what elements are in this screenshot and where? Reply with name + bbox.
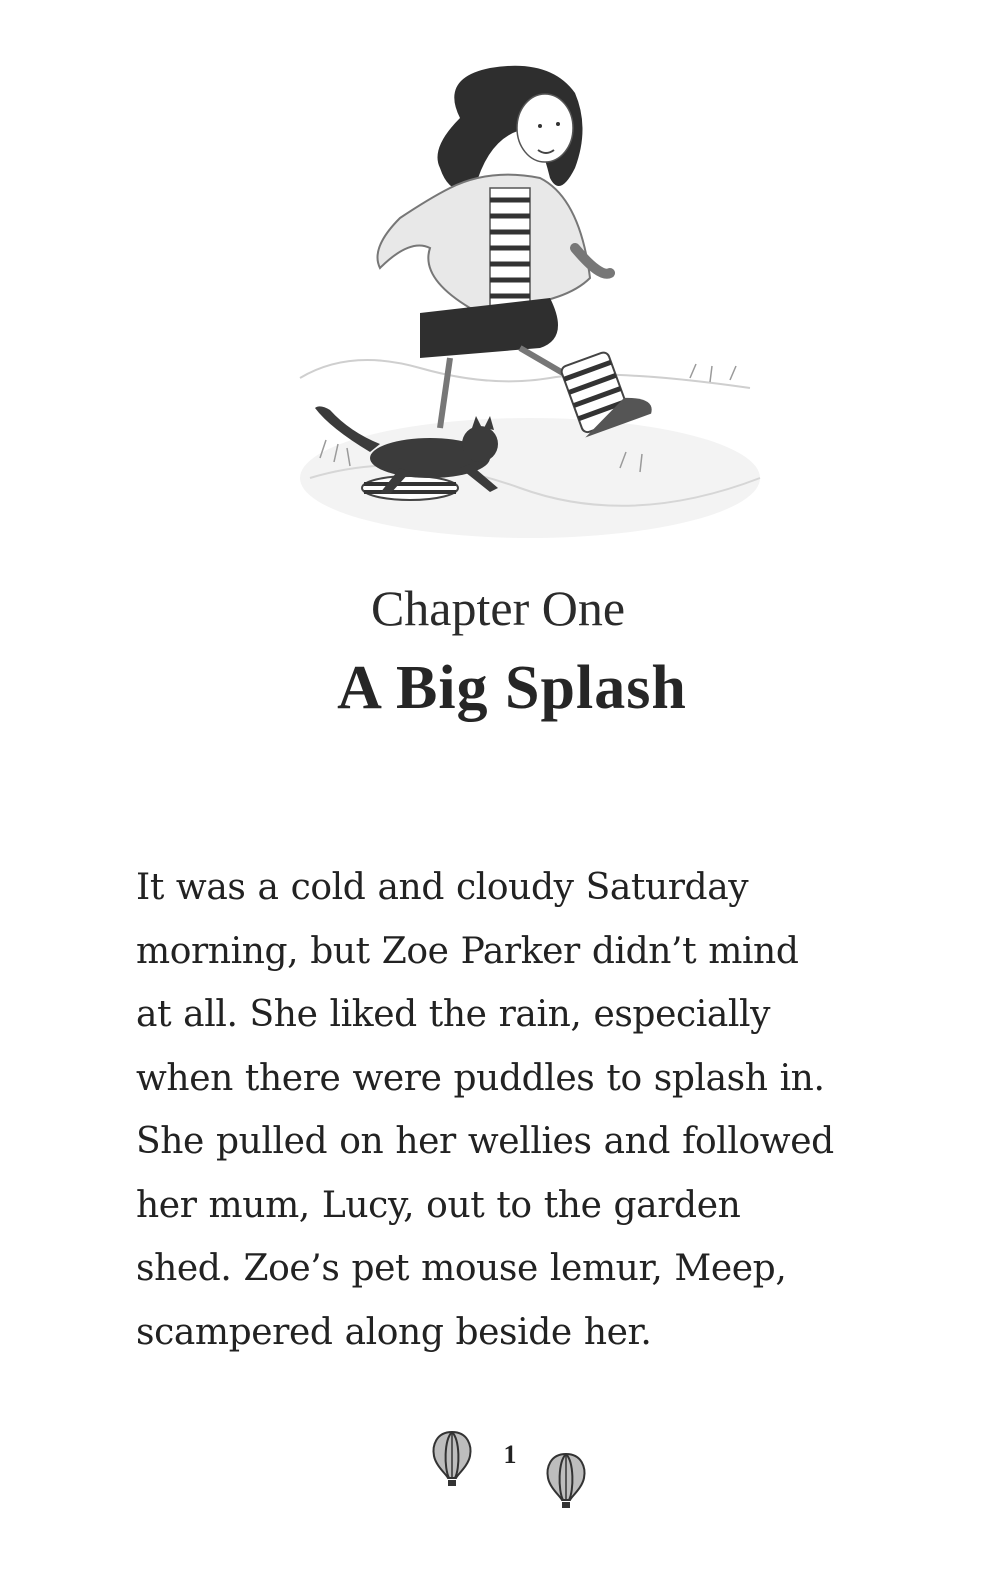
chapter-number: Chapter One [370,580,626,636]
body-paragraph [136,856,896,1364]
text-line: her mum, Lucy, out to the garden [136,1184,741,1226]
text-line: shed. Zoe’s pet mouse lemur, Meep, [136,1248,787,1289]
hot-air-balloon-icon [544,1452,588,1514]
page-footer [0,1430,996,1510]
text-line: at all. She liked the rain, especially [136,994,771,1035]
text-line: She pulled on her wellies and followed [136,1121,834,1162]
illustration-girl-and-pet [290,48,770,538]
chapter-title: A Big Splash [337,654,687,722]
hot-air-balloon-icon [430,1430,474,1492]
text-line: scampered along beside her. [136,1311,652,1353]
text-line: It was a cold and cloudy Saturday [136,867,749,908]
text-line: morning, but Zoe Parker didn’t mind [136,930,799,972]
text-line: when there were puddles to splash in. [136,1057,825,1099]
page-number: 1 [503,1440,517,1469]
